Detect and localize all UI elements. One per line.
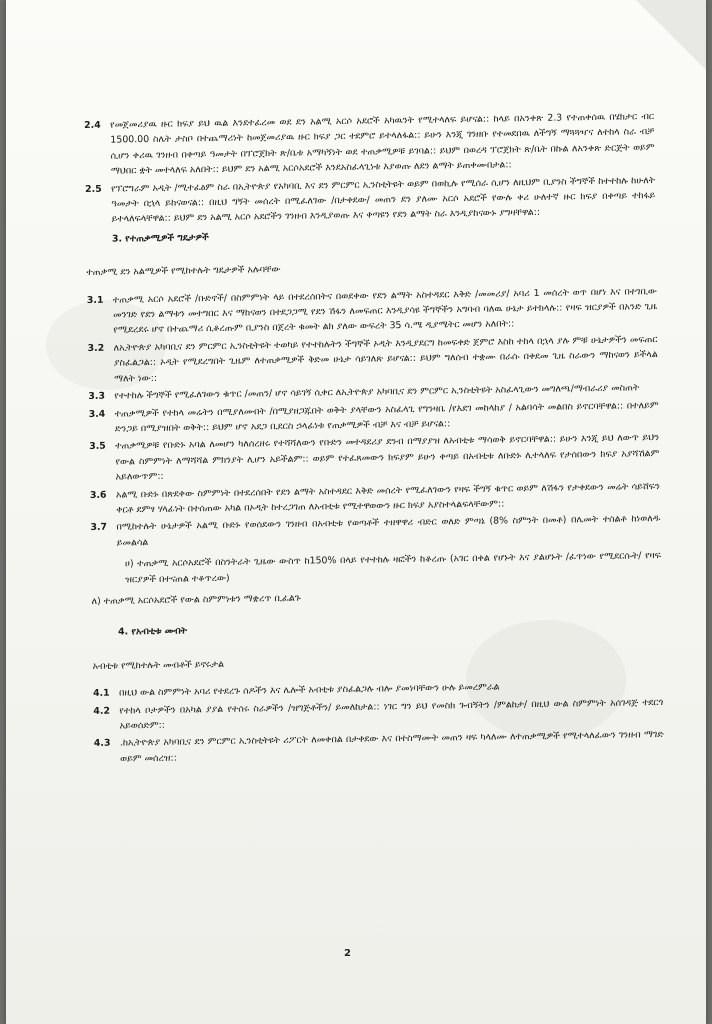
clause-text: ተጠቃሚ አርሶ አደሮች /ቡድኖች/ በስምምነት ላይ በተደረሰበትና በወደቀው የደን ልማት አስተዳደር እቅድ /መመሪያ/ አባሪ 1 መሰረት ወጥ በሆነ እና በተገቢው መንገድ የደን ልማቱን መተግበር እና ማከናወን በተደጋጋሚ የደን ሽፋን ለመፍጠር እንዲያሳዩ ችግኞችን አግባብ ባለዉ ሁኔታ ይተክላሉ:: የዛፍ ዝርያዎች በአንድ ጊዜ የሚደረደሩ ሆኖ በተጨማሪ ሲቆረጡም ቢያንስ በጀረት ቁመት ልክ ያለው ውፍረት 35 ሳ.ሜ ዲያሜትር መሆን አለበት:: xyxy=(112,285,658,337)
clause-3-1 xyxy=(87,284,658,339)
document-body xyxy=(84,109,664,769)
clause-text: የተተከሉ ችግኞች የሚፈለገውን ቁጥር /መጠን/ ሆኖ ሳይገኝ ሲቀር ለኢትዮጵያ አካባቢና ደን ምርምር ኢንስቲትዩት አስፈላጊውን መግለጫ/ማብራሪያ መስጠት xyxy=(114,382,640,402)
clause-number: 3.4 xyxy=(88,408,106,420)
clause-3-5 xyxy=(89,430,660,485)
document-page xyxy=(6,0,706,1024)
clause-3-7 xyxy=(90,511,660,551)
clause-number: 3.6 xyxy=(89,489,107,501)
clause-4-3 xyxy=(94,727,664,767)
clause-text: ተጠቃሚዎች የተከላ መሬትን በሚያለሙበት /በሚያዘጋጁበት ወቅት ያላቸውን አስፈላጊ የግንዛቤ /የእደገ መከላከያ / አልባሳት መልበስ ይኖርባቸዋል:: በተለይም ድንጋይ በሚያዝበት ወቅት:: ይህም ሆኖ አደጋ ቢደርስ ኃላፊነቱ የጠቃሚዎች ብቻ እና ብቻ ይሆናል:: xyxy=(114,399,659,435)
clause-text: ተጠቃሚዎቹ የቡድኑ አባል ለመሆን ካለሰረዘሩ የተሻሻለውን የቡድን መተዳደሪያ ደንብ በማያያዝ ለአብቲቱ ማሳወቅ ይኖርባቸዋል:: ይሁን እንጂ ይህ ለውጥ ይህን የውል ስምምነት ለማሻሻል ምክንያት ሊሆን አይችልም:: ወይም የተፈጸመውን ክፍያም ይሁን ቀጣይ በአብቲቱ ለቡድኑ ሊተላለፍ የታሰበውን ክፍያ አያሻሽልም አይለውጥም:: xyxy=(115,432,660,483)
clause-text: በዚህ ውል ስምምነት አባሪ የተደረጉ ሰዶችን እና ሌሎች አብቲቱ ያስፈልጋሉ ብሎ ያመነባቸውን ሁሉ ይመረምራል xyxy=(118,681,500,699)
clause-text: አልሚ ቡድኑ በጽደቀው ስምምነት በተደረሰበት የደን ልማት አስተዳደር እቅድ መሰረት የሚፈለገውን የዛፍ ችግኝ ቁጥር ወይም ለሽፋን የታቀደውን መሬት ሳይሸፍን ቀርቶ ደምፃ ሃላፊነት በተሰጠው አካል በኦዲት ከተረጋገጠ ለአብቲቱ የሚተዋወውን ዙር ክፍያ አያስተላልፍላቸውም:: xyxy=(115,480,660,516)
page-number: 2 xyxy=(344,948,351,959)
clause-number: 4.3 xyxy=(93,738,111,750)
section-number: 4. xyxy=(117,626,129,638)
folded-corner xyxy=(636,0,706,70)
clause-number: 3.2 xyxy=(87,342,105,354)
clause-3-7-a: ሀ) ተጠቃሚ አርሶአደሮች በስንትራት ጊዜው ውስጥ ከ150% በላይ የተተከሉ ዛፎችን ከቆረጡ (አገር በቀል የሆኑት እና ያልሆኑት /ፈጥነው የሚደርሱት/ የዛፍ ዝርያዎች በተናጠል ተቆጥረው) xyxy=(124,550,662,585)
clause-text: በሚከተሉት ሁኔታዎች አልሚ ቡድኑ የወሰደውን ገንዘብ በአብቲቱ የወጣቶች ተዘዋዋሪ ብድር ወለድ ምጣኔ (8% ስምንት በመቶ) በሌመት ተሰልቶ ከነወለዱ ይመልሳል xyxy=(116,513,661,549)
clause-number: 4.1 xyxy=(92,687,110,700)
section-number: 3. xyxy=(111,233,123,245)
clause-number: 3.1 xyxy=(86,294,104,306)
clause-2-5 xyxy=(85,173,656,228)
clause-number: 3.3 xyxy=(88,390,106,403)
clause-text: ለኢትዮጵያ አካባቢና ደን ምርምር ኢንስቲትዩት ተወካይ የተተከሉትን ችግኞች ኦዲት እንዲያደርግ ከመፍቀድ ጀምሮ እስከ ተከላ በኋላ ያሉ ምቹ ሁኔታዎችን መፍጠር ያስፈልጋል:: ኦዲት የሚደረግበት ጊዜም ለተጠቃሚዎች ቅድመ ሁኔታ ሳይገለጽ ይሆናል:: ይህም ግለሰብ ተቋሙ በራሱ በቀደመ ጊዜ ስራውን ማከናወን ይችላል ማለት ነው:: xyxy=(113,333,658,385)
clause-number: 3.5 xyxy=(89,441,106,453)
clause-3-2 xyxy=(88,332,659,387)
clause-text: .ከኢትዮጵያ አካባቢና ደን ምርምር ኢንስቲትዩት ሪፖርት ለመቀበል በታቀደው እና በተስማሙት መጠን ዛፍ ካላለሙ ለተጠቃሚዎች የሚተላለፈውን ገንዘብ ማገድ ወይም መሰረዝ:: xyxy=(119,729,664,765)
clause-text: የፕሮግራም አዲት /ሚተፈፅም ስራ በኢትዮጵያ የአካባቢ እና ደን ምርምር ኢንስቲትዩት ወይም በወኪሉ የሚሰራ ሲሆን ለዚህም ቢያንስ ችግኞች ከተተከሉ ከሁለት ዓመታት በኋላ ይከናወናል:: በዚህ ግኝት መሰረት በሚፈለገው /በታቀደው/ መጠን ደን ያለሙ አርሶ አደሮች የውሉ ቀሪ ሁለተኛ ዙር ክፍያ በቀጣይ ተከፋይ ይተላለፍላቸዋል:: ይህም ደን አልሚ አርሶ አደሮችን ገንዘብ እንዲያወጡ እና ቀጣዩን የደን ልማት ስራ እንዲያከናውኑ ያግዛቸዋል:: xyxy=(111,174,656,226)
clause-number: 4.2 xyxy=(93,705,111,717)
section-title: የተጠቃሚዎች ግዴታዎች xyxy=(125,231,209,245)
section-4-intro: አብቲቱ የሚከተሉት መብቶች ይኖሩታል xyxy=(92,658,225,672)
clause-number: 2.4 xyxy=(84,119,101,131)
clause-text: የመጀመሪያዉ ዙር ክፍያ ይህ ዉል እንደተፈረመ ወደ ደን አልሚ አርሶ አደሮች አካዉንት የሚተላለፍ ይሆናል:: ከላይ በአንቀጽ 2.3 የተጠቀሰዉ በሄክታር ብር 1500.00 ስሌት ታስቦ በተጨማሪነት ከመጀመሪያዉ ዙር ክፍያ ጋር ተደምሮ ይተላለፋል:: ይሁን እንጂ ገንዘቡ የተመደበዉ ለችግኝ ማጓጓዣና ለተከላ ስራ ብቻ ሲሆን ቀሪዉ ገንዘብ በቀጣይ ዓመታት በፕሮጀክት ጽ/ቤቱ አማካኝነት ወደ ተጠቃሚዎቹ ይገባል:: ይህም በወረዳ ፕሮጀክት ጽ/ቤት በኩል ለአንቀጽ ድርጅት ወይም ማህበር ቋት መተላለፍ አለበት:: ይህም ደን አልሚ አርሶአደሮች እንደአስፈላጊነቱ እያወጡ ለደን ልማት ይጠቀሙበታል:: xyxy=(110,111,655,177)
clause-text: የተከላ ቦታዎችን በአካል ያያል የተሰሩ ስራዎችን /ዝግጅቶችን/ ይመለከታል:: ነገር ግን ይህ የመስክ ጉብኝትን /ምልከታ/ በዚህ ውል ስምምነት አሰገዳጅ ተደርጎ አይወሰድም:: xyxy=(119,696,664,732)
clause-number: 2.5 xyxy=(85,183,102,195)
clause-2-4 xyxy=(84,109,655,180)
clause-3-7-b: ለ) ተጠቃሚ አርሶአደሮች የውል ስምምነቱን ማቋረጥ ቢፈልጉ xyxy=(91,592,301,607)
section-3-intro: ተጠቃሚ ደን አልሚዎች የሚከተሉት ግዴታዎች አሉባቸው xyxy=(86,264,281,279)
section-title: የአብቲቱ መብት xyxy=(131,625,188,638)
clause-number: 3.7 xyxy=(90,522,108,534)
